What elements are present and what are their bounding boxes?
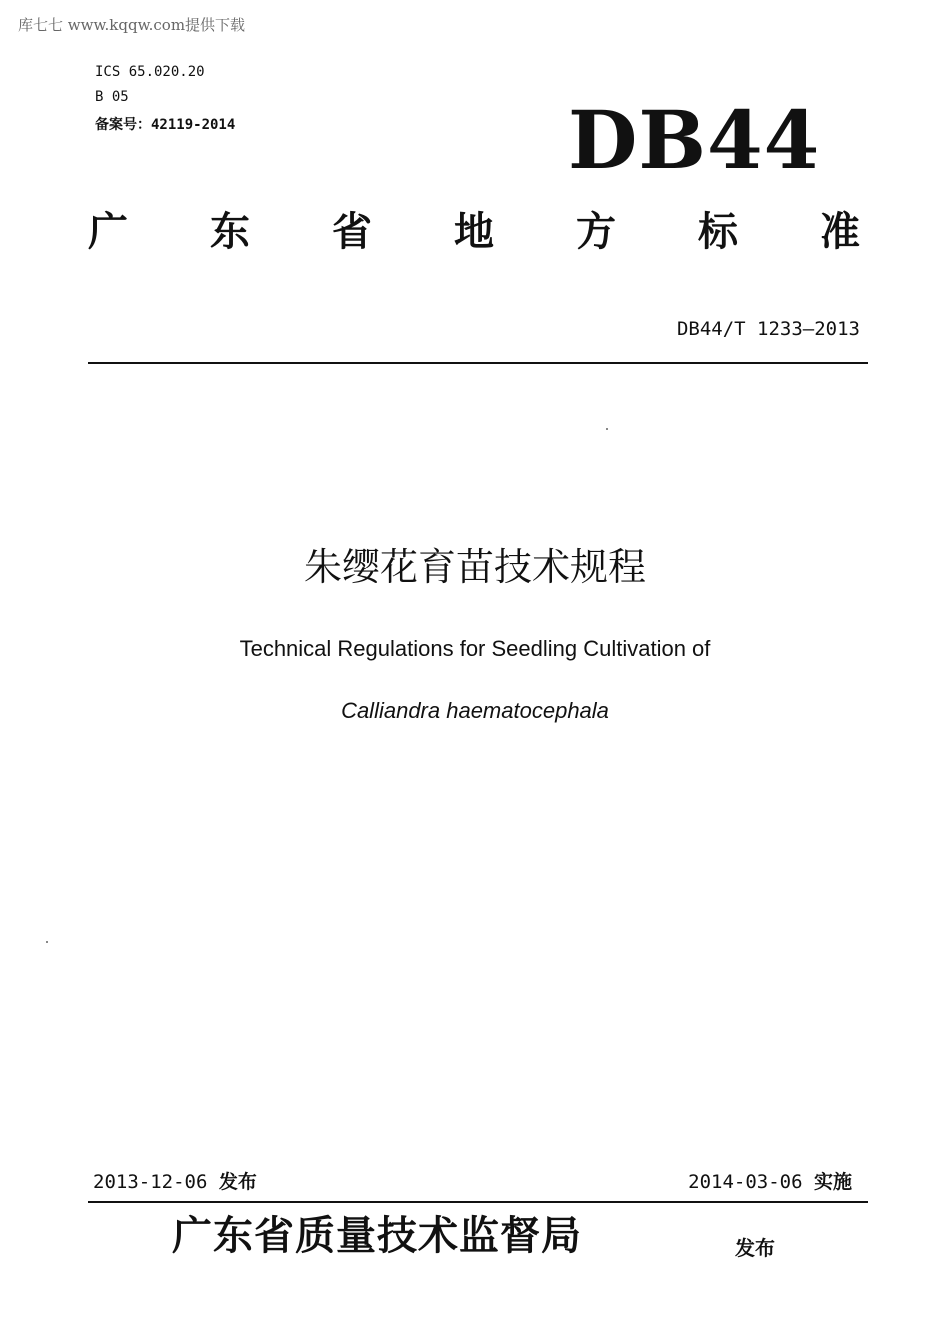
standard-type-char: 省 [332, 209, 372, 255]
ccs-code: B 05 [95, 89, 129, 105]
filing-number [95, 114, 235, 134]
issuing-label: 发布 [735, 1236, 775, 1260]
standard-number: DB44/T 1233—2013 [676, 318, 860, 340]
implement-date-label: 实施 [813, 1171, 852, 1193]
title-english: Technical Regulations for Seedling Cultivation of [239, 636, 711, 661]
implement-date-value: 2014-03-06 [688, 1171, 803, 1193]
standard-type-char: 广 [88, 209, 128, 255]
standard-type-heading [88, 209, 860, 255]
standard-code: DB44 [568, 93, 821, 187]
release-date [93, 1167, 257, 1194]
release-date-value: 2013-12-06 [93, 1171, 208, 1193]
standard-type-char: 准 [820, 209, 860, 255]
release-date-label: 发布 [218, 1171, 257, 1193]
scan-speck [606, 428, 608, 430]
standard-type-char: 地 [454, 209, 494, 255]
title-chinese: 朱缨花育苗技术规程 [303, 545, 646, 589]
scan-speck [46, 941, 48, 943]
title-latin-name: Calliandra haematocephala [341, 698, 609, 723]
standard-type-char: 标 [698, 209, 738, 255]
watermark-text: 库七七 www.kqqw.com提供下载 [18, 16, 246, 34]
filing-value: 42119-2014 [151, 117, 236, 133]
implement-date [688, 1167, 852, 1194]
ics-code: ICS 65.020.20 [95, 64, 205, 80]
issuing-authority: 广东省质量技术监督局 [172, 1212, 582, 1259]
bottom-divider [88, 1201, 868, 1203]
top-divider [88, 362, 868, 364]
standard-type-char: 东 [210, 209, 250, 255]
filing-label: 备案号： [95, 117, 151, 133]
standard-type-char: 方 [576, 209, 616, 255]
